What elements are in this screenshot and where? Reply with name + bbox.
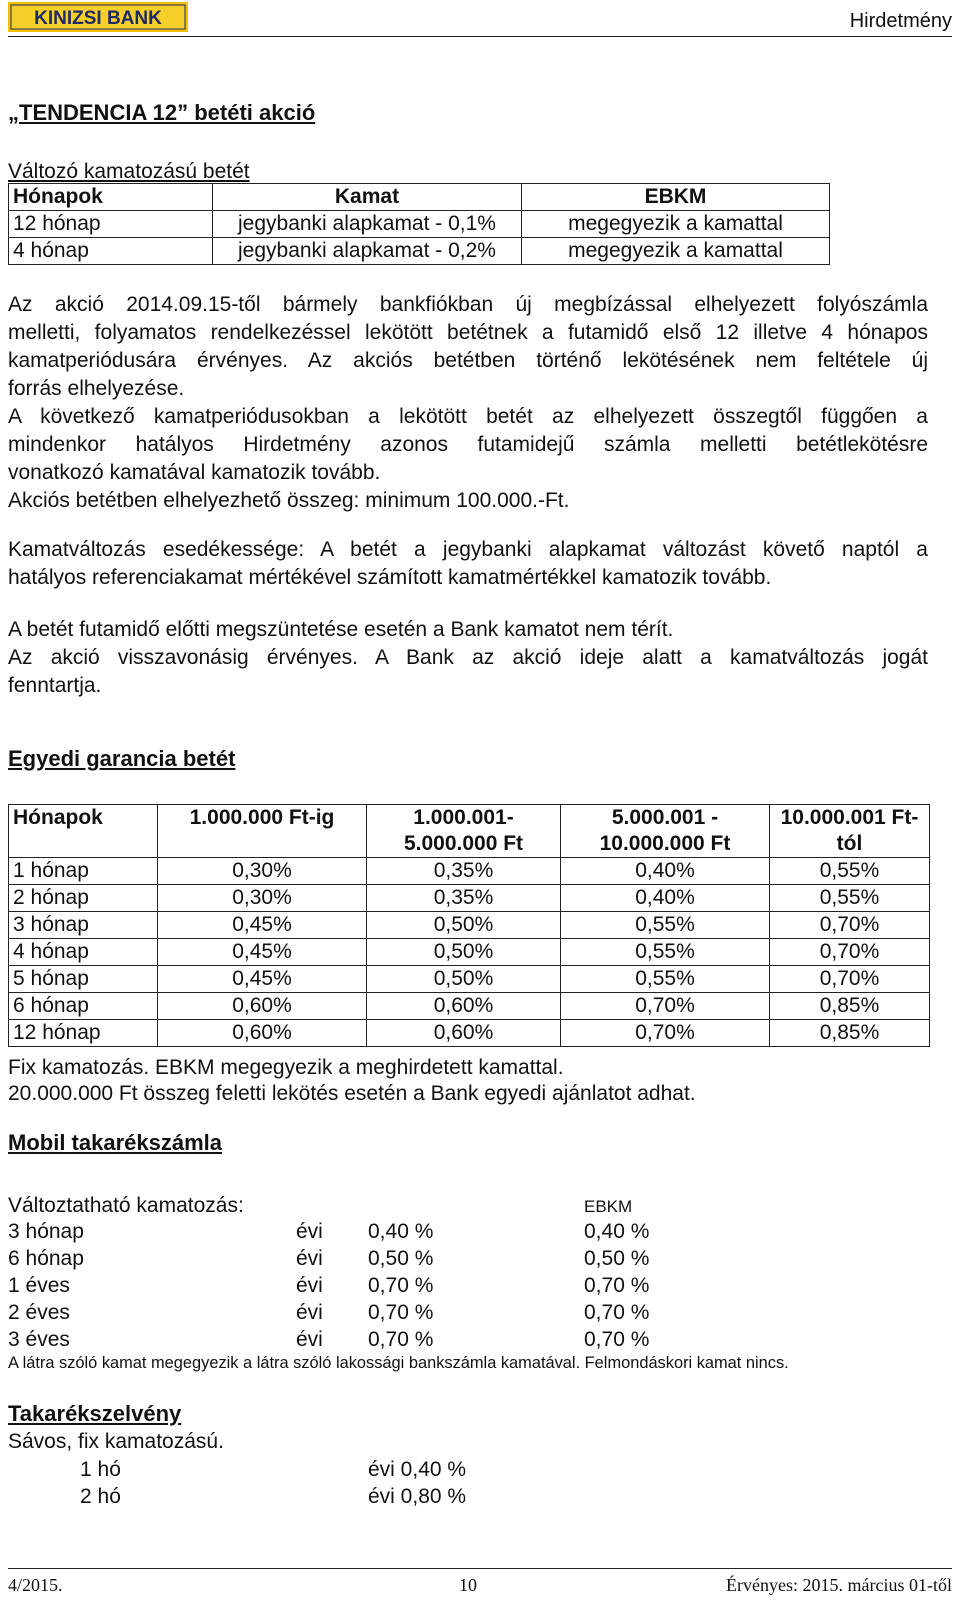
rate-cell: 0,55% — [561, 939, 770, 966]
rate-cell: 0,85% — [770, 993, 930, 1020]
rate-cell: 0,45% — [158, 912, 367, 939]
table-cell: jegybanki alapkamat - 0,2% — [213, 238, 522, 265]
mobil-rate-label: Változtatható kamatozás: — [8, 1194, 244, 1217]
rate-cell: 0,30% — [158, 858, 367, 885]
rate-cell: 0,50% — [367, 966, 561, 993]
rate-cell: 0,60% — [158, 1020, 367, 1047]
text-line: A betét futamidő előtti megszüntetése esetén a Bank kamatot nem térít. — [8, 618, 674, 641]
table-row — [9, 1020, 930, 1047]
rate-cell: 0,50% — [367, 912, 561, 939]
promo-paragraph — [8, 291, 928, 515]
mobil-annual-label: évi — [296, 1247, 323, 1270]
table-header-row — [9, 805, 930, 858]
table-row — [9, 966, 930, 993]
text-line: kamatperiódusára érvényes. Az akciós betétben történő lekötésének nem feltétele új — [8, 349, 928, 372]
garancia-note-individual: 20.000.000 Ft összeg feletti lekötés esetén a Bank egyedi ajánlatot adhat. — [8, 1082, 696, 1105]
mobil-term: 3 éves — [8, 1328, 70, 1351]
text-line: forrás elhelyezése. — [8, 377, 185, 400]
mobil-ebkm: 0,70 % — [584, 1301, 650, 1324]
mobil-term: 3 hónap — [8, 1220, 84, 1243]
svg-text:KINIZSI BANK: KINIZSI BANK — [34, 8, 162, 29]
rate-cell: 0,60% — [367, 993, 561, 1020]
rate-cell: 0,70% — [770, 912, 930, 939]
garancia-table — [8, 804, 930, 1047]
table-header-cell: Hónapok — [9, 184, 213, 211]
mobil-term: 1 éves — [8, 1274, 70, 1297]
rate-cell: 0,55% — [770, 885, 930, 912]
text-line: Az akció 2014.09.15-től bármely bankfiókban új megbízással elhelyezett folyószámla — [8, 293, 928, 316]
mobil-rate: 0,70 % — [368, 1274, 434, 1297]
text-line: mindenkor hatályos Hirdetmény azonos futamidejű számla melletti betétlekötésre — [8, 433, 928, 456]
text-line: vonatkozó kamatával kamatozik tovább. — [8, 461, 381, 484]
mobil-ebkm: 0,50 % — [584, 1247, 650, 1270]
rate-cell: 0,55% — [561, 912, 770, 939]
table-header-cell — [561, 805, 770, 858]
table-header-cell — [367, 805, 561, 858]
section-title-garancia: Egyedi garancia betét — [8, 746, 236, 771]
table-cell: 12 hónap — [9, 211, 213, 238]
table-header-cell: Kamat — [213, 184, 522, 211]
header-doc-type: Hirdetmény — [849, 10, 952, 32]
mobil-term: 2 éves — [8, 1301, 70, 1324]
mobil-annual-label: évi — [296, 1328, 323, 1351]
mobil-rate: 0,70 % — [368, 1301, 434, 1324]
rate-change-paragraph — [8, 536, 928, 592]
page-number: 10 — [459, 1575, 477, 1595]
text-line: melletti, folyamatos rendelkezéssel lekötött betétnek a futamidő első 12 illetve 4 hónapos — [8, 321, 928, 344]
table-row — [9, 238, 830, 265]
mobil-annual-label: évi — [296, 1220, 323, 1243]
takarek-term: 2 hó — [80, 1485, 121, 1508]
text-line: Akciós betétben elhelyezhető összeg: minimum 100.000.-Ft. — [8, 489, 570, 512]
table-header-cell: 1.000.000 Ft-ig — [158, 805, 367, 858]
rate-cell: 0,55% — [561, 966, 770, 993]
mobil-note: A látra szóló kamat megegyezik a látra szóló lakossági bankszámla kamatával. Felmondáskori kamat nincs. — [8, 1354, 789, 1372]
rate-cell: 0,55% — [770, 858, 930, 885]
rate-cell: 0,45% — [158, 939, 367, 966]
garancia-note-fixed: Fix kamatozás. EBKM megegyezik a meghirdetett kamattal. — [8, 1056, 564, 1079]
table-row — [9, 993, 930, 1020]
rate-cell: 0,50% — [367, 939, 561, 966]
text-line: fenntartja. — [8, 674, 102, 697]
table-row — [9, 211, 830, 238]
header-line: 5.000.001 - — [611, 806, 719, 829]
mobil-term: 6 hónap — [8, 1247, 84, 1270]
section-subtitle-variable: Változó kamatozású betét — [8, 160, 250, 183]
rate-cell: 0,60% — [367, 1020, 561, 1047]
rate-cell: 0,70% — [561, 993, 770, 1020]
takarek-rate: évi 0,80 % — [368, 1485, 467, 1508]
mobil-annual-label: évi — [296, 1301, 323, 1324]
row-label-cell: 2 hónap — [9, 885, 158, 912]
mobil-ebkm: 0,70 % — [584, 1328, 650, 1351]
table-cell: jegybanki alapkamat - 0,1% — [213, 211, 522, 238]
table-row — [9, 858, 930, 885]
header-line: 1.000.001- — [413, 806, 514, 829]
rate-cell: 0,35% — [367, 858, 561, 885]
takarek-rate: évi 0,40 % — [368, 1458, 467, 1481]
takarekszelveny-subtitle: Sávos, fix kamatozású. — [8, 1430, 224, 1453]
rate-cell: 0,40% — [561, 885, 770, 912]
rate-cell: 0,60% — [158, 993, 367, 1020]
mobil-annual-label: évi — [296, 1274, 323, 1297]
footer-divider — [8, 1568, 952, 1569]
mobil-rate: 0,50 % — [368, 1247, 434, 1270]
text-line: A következő kamatperiódusokban a lekötött betét az elhelyezett összegtől függően a — [8, 405, 928, 428]
row-label-cell: 3 hónap — [9, 912, 158, 939]
table-header-row — [9, 184, 830, 211]
table-header-cell: 10.000.001 Ft-tól — [770, 805, 930, 858]
rate-cell: 0,70% — [770, 966, 930, 993]
table-row — [9, 939, 930, 966]
tendencia-table — [8, 183, 830, 265]
row-label-cell: 12 hónap — [9, 1020, 158, 1047]
table-row — [9, 912, 930, 939]
rate-cell: 0,70% — [770, 939, 930, 966]
row-label-cell: 1 hónap — [9, 858, 158, 885]
section-title-takarekszelveny: Takarékszelvény — [8, 1401, 182, 1426]
rate-cell: 0,30% — [158, 885, 367, 912]
row-label-cell: 6 hónap — [9, 993, 158, 1020]
rate-cell: 0,40% — [561, 858, 770, 885]
row-label-cell: 4 hónap — [9, 939, 158, 966]
footer-validity: Érvényes: 2015. március 01-től — [726, 1575, 952, 1595]
mobil-ebkm-label: EBKM — [584, 1197, 633, 1216]
table-header-cell: Hónapok — [9, 805, 158, 858]
header-line: 10.000.000 Ft — [599, 832, 731, 855]
text-line: hatályos referenciakamat mértékével számított kamatmértékkel kamatozik tovább. — [8, 566, 772, 589]
termination-paragraph — [8, 616, 928, 700]
text-line: Az akció visszavonásig érvényes. A Bank az akció ideje alatt a kamatváltozás jogát — [8, 646, 928, 669]
rate-cell: 0,85% — [770, 1020, 930, 1047]
table-cell: 4 hónap — [9, 238, 213, 265]
mobil-rate: 0,70 % — [368, 1328, 434, 1351]
rate-cell: 0,45% — [158, 966, 367, 993]
rate-cell: 0,35% — [367, 885, 561, 912]
header-divider — [8, 36, 952, 37]
kinizsi-bank-logo — [8, 2, 188, 32]
section-title-tendencia: „TENDENCIA 12” betéti akció — [8, 100, 316, 125]
table-header-cell: EBKM — [522, 184, 830, 211]
row-label-cell: 5 hónap — [9, 966, 158, 993]
table-cell: megegyezik a kamattal — [522, 211, 830, 238]
mobil-ebkm: 0,40 % — [584, 1220, 650, 1243]
table-cell: megegyezik a kamattal — [522, 238, 830, 265]
header-line: 5.000.000 Ft — [403, 832, 524, 855]
mobil-ebkm: 0,70 % — [584, 1274, 650, 1297]
footer-doc-number: 4/2015. — [8, 1575, 63, 1595]
takarek-term: 1 hó — [80, 1458, 121, 1481]
section-title-mobil: Mobil takarékszámla — [8, 1130, 222, 1155]
mobil-rate: 0,40 % — [368, 1220, 434, 1243]
text-line: Kamatváltozás esedékessége: A betét a jegybanki alapkamat változást követő naptól a — [8, 538, 928, 561]
table-row — [9, 885, 930, 912]
rate-cell: 0,70% — [561, 1020, 770, 1047]
